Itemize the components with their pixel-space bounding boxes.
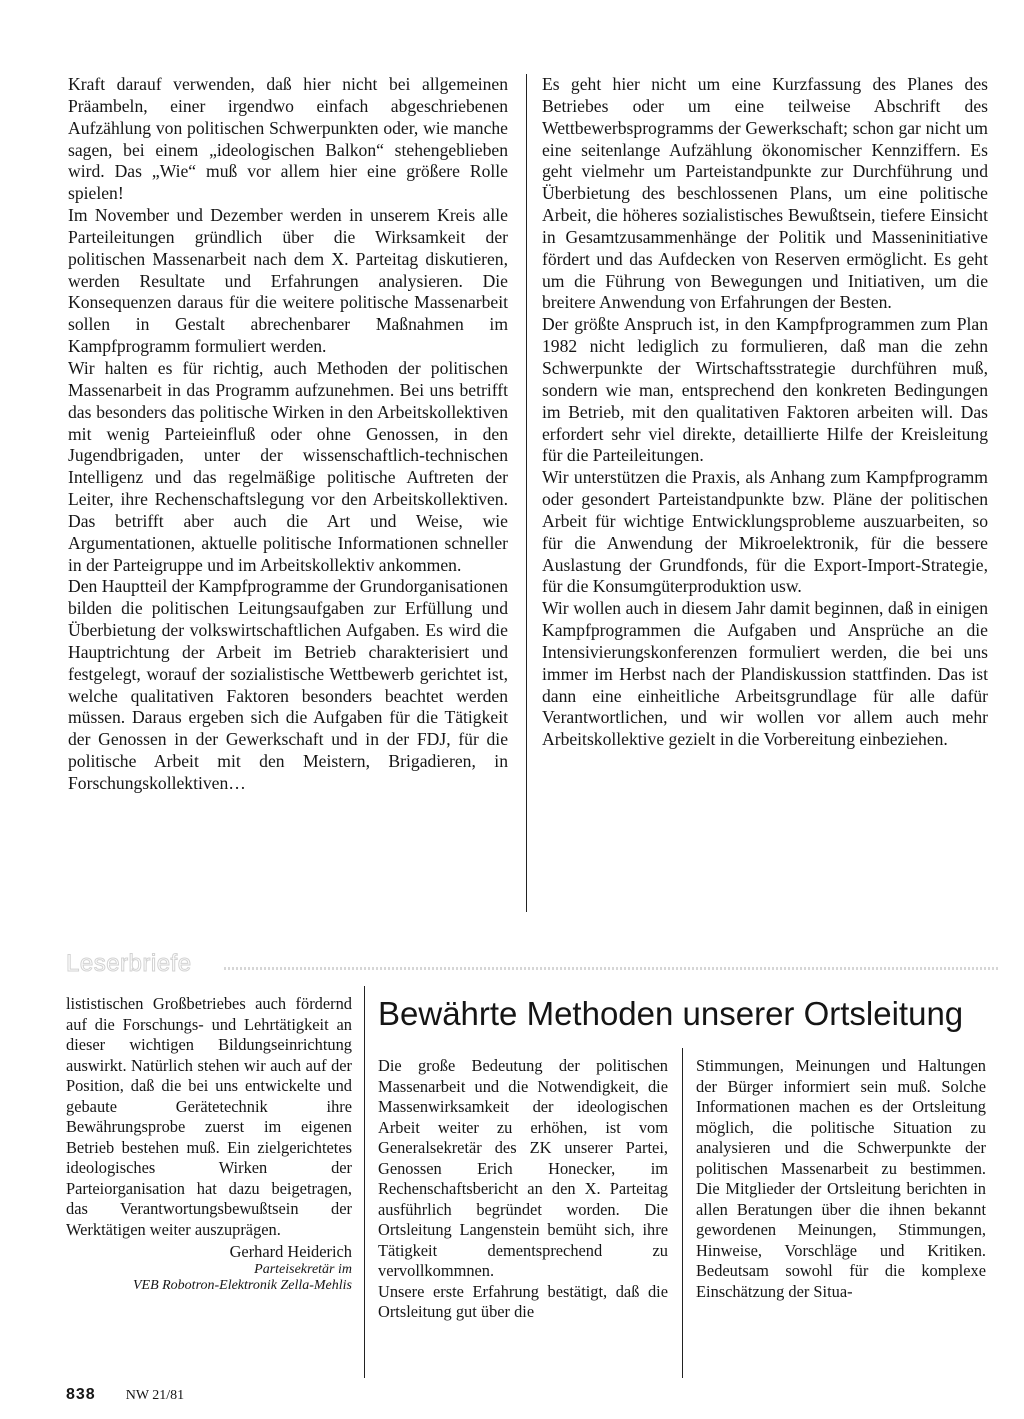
article-column-1 bbox=[378, 1056, 668, 1323]
signature-block bbox=[66, 1242, 352, 1294]
author-name: Gerhard Heiderich bbox=[229, 1242, 352, 1261]
paragraph: lististischen Großbetriebes auch fördernd auf die Forschungs- und Lehrtätigkeit an dieser wichtigen Bildungseinrichtung auswirkt. Natürlich stehen wir auch auf der Position, daß die bei uns entwickelte und gebaute Gerätetechnik ihre Bewährungsprobe zuerst im eigenen Betrieb bestehen muß. Ein zielgerichtetes ideologisches Wirken der Parteiorganisation hat dazu beigetragen, das Verantwortungsbewußtsein der Werktätigen weiter auszuprägen. bbox=[66, 994, 352, 1239]
paragraph: Wir halten es für richtig, auch Methoden der politischen Massenarbeit in das Programm aufzunehmen. Bei uns betrifft das besonders das politische Wirken in den Arbeitskollektiven mit wenig Parteieinfluß oder ohne Genossen, in den Jugendbrigaden, unter der wissenschaftlich-technischen Intelligenz und das regelmäßige politische Auftreten der Leiter, ihre Rechenschaftslegung vor den Arbeitskollektiven. Das betrifft aber auch die Art und Weise, wie Argumentationen, aktuelle politische Informationen schneller in der Parteigruppe und im Arbeitskollektiv ankommen. bbox=[68, 357, 508, 575]
top-left-column bbox=[68, 74, 508, 795]
paragraph: Kraft darauf verwenden, daß hier nicht bei allgemeinen Präambeln, einer irgendwo einfach abgeschriebenen Aufzählung von politischen Schwerpunkten oder, wie manche sagen, bei einem „ideologischen Balkon“ stehengeblieben wird. Das „Wie“ muß vor allem hier eine größere Rolle spielen! bbox=[68, 74, 508, 204]
letter-continuation-column bbox=[66, 994, 352, 1294]
issue-label: NW 21/81 bbox=[125, 1388, 185, 1403]
paragraph: Die große Bedeutung der politischen Massenarbeit und die Notwendigkeit, die Massenwirksamkeit der ideologischen Arbeit weiter zu erhöhen, ist vom Generalsekretär des ZK unserer Partei, Genossen Erich Honecker, im Rechenschaftsbericht an den X. Parteitag ausführlich begründet worden. Die Ortsleitung Langenstein bemüht sich, ihre Tätigkeit dementsprechend zu vervollkommnen. bbox=[378, 1056, 668, 1280]
paragraph: Den Hauptteil der Kampfprogramme der Grundorganisationen bilden die politischen Leitungsaufgaben zur Erfüllung und Überbietung der volkswirtschaftlichen Aufgaben. Es wird die Hauptrichtung der Arbeit im Betrieb charakterisiert und festgelegt, worauf der sozialistische Wettbewerb gerichtet ist, welche qualitativen Faktoren besonders beachtet werden müssen. Daraus ergeben sich die Aufgaben für die Tätigkeit der Genossen in der Gewerkschaft und in der FDJ, für die politische Arbeit mit den Meistern, Brigadieren, in Forschungskollektiven… bbox=[68, 576, 508, 793]
page-number: 838 bbox=[66, 1386, 96, 1403]
page-footer bbox=[66, 1386, 184, 1404]
article-column-2 bbox=[696, 1056, 986, 1302]
article-headline: Bewährte Methoden unserer Ortsleitung bbox=[378, 995, 964, 1032]
paragraph: Stimmungen, Meinungen und Haltungen der Bürger informiert sein muß. Solche Informationen machen es der Ortsleitung möglich, die politische Situation zu analysieren und die Schwerpunkte der politischen Massenarbeit zu bestimmen. Die Mitglieder der Ortsleitung berichten in allen Beratungen über die ihnen bekannt gewordenen Meinungen, Stimmungen, Hinweise, Vorschläge und Kritiken. Bedeutsam sowohl für die komplexe Einschätzung der Situa- bbox=[696, 1056, 986, 1301]
paragraph: Es geht hier nicht um eine Kurzfassung des Planes des Betriebes oder um eine teilweise Abschrift des Wettbewerbsprogramms der Gewerkschaft; schon gar nicht um eine seitenlange Aufzählung ökonomischer Kennziffern. Es geht vielmehr um Parteistandpunkte zur Durchführung und Überbietung des beschlossenen Plans, um eine politische Arbeit, die höheres sozialistisches Bewußtsein, tiefere Einsicht in Gesamtzusammenhänge der Politik und Masseninitiative fördert und das Aufdecken von Reserven ermöglicht. Es geht um die Führung von Bewegungen und Initiativen, um die breitere Anwendung von Erfahrungen der Besten. bbox=[542, 74, 988, 313]
author-company: VEB Robotron-Elektronik Zella-Mehlis bbox=[132, 1278, 352, 1293]
column-divider bbox=[364, 986, 365, 1378]
paragraph: Wir wollen auch in diesem Jahr damit beginnen, daß in einigen Kampfprogrammen die Aufgaben und Ansprüche an die Intensivierungskonferenzen formuliert werden, die bei uns immer im Herbst nach der Plandiskussion stattfinden. Das ist dann eine einheitliche Arbeitsgrundlage für alle dafür Verantwortlichen, und wir wollen vor allem auch mehr Arbeitskollektive gezielt in die Vorbereitung einbeziehen. bbox=[542, 598, 988, 750]
paragraph: Der größte Anspruch ist, in den Kampfprogrammen zum Plan 1982 nicht lediglich zu formulieren, daß man die zehn Schwerpunkte der Wirtschaftsstrategie durchführen muß, sondern wie man, entsprechend den konkreten Bedingungen im Betrieb, mit den qualitativen Faktoren arbeiten will. Das erfordert sehr viel direkte, detaillierte Hilfe der Kreisleitung für die Parteileitungen. bbox=[542, 314, 988, 466]
section-divider bbox=[224, 967, 998, 970]
top-right-column bbox=[542, 74, 988, 751]
paragraph: Unsere erste Erfahrung bestätigt, daß die Ortsleitung gut über die bbox=[378, 1281, 668, 1321]
paragraph: Wir unterstützen die Praxis, als Anhang zum Kampfprogramm oder gesondert Parteistandpunkte bzw. Pläne der politischen Arbeit für wichtige Entwicklungsprobleme auszuarbeiten, so für die Anwendung der Mikroelektronik, für die bessere Auslastung der Grundfonds, für die Export-Import-Strategie, für die Konsumgüterproduktion usw. bbox=[542, 467, 988, 597]
section-band bbox=[66, 950, 998, 980]
paragraph: Im November und Dezember werden in unserem Kreis alle Parteileitungen gründlich über die Wirksamkeit der politischen Massenarbeit nach dem X. Parteitag diskutieren, werden Resultate und Erfahrungen analysieren. Die Konsequenzen daraus für die weitere politische Massenarbeit sollen in Gestalt abrechenbarer Maßnahmen im Kampfprogramm formuliert werden. bbox=[68, 205, 508, 357]
column-divider bbox=[526, 74, 527, 912]
author-role: Parteisekretär im bbox=[254, 1262, 352, 1277]
section-label: Leserbriefe bbox=[66, 950, 192, 977]
column-divider bbox=[682, 1048, 683, 1378]
